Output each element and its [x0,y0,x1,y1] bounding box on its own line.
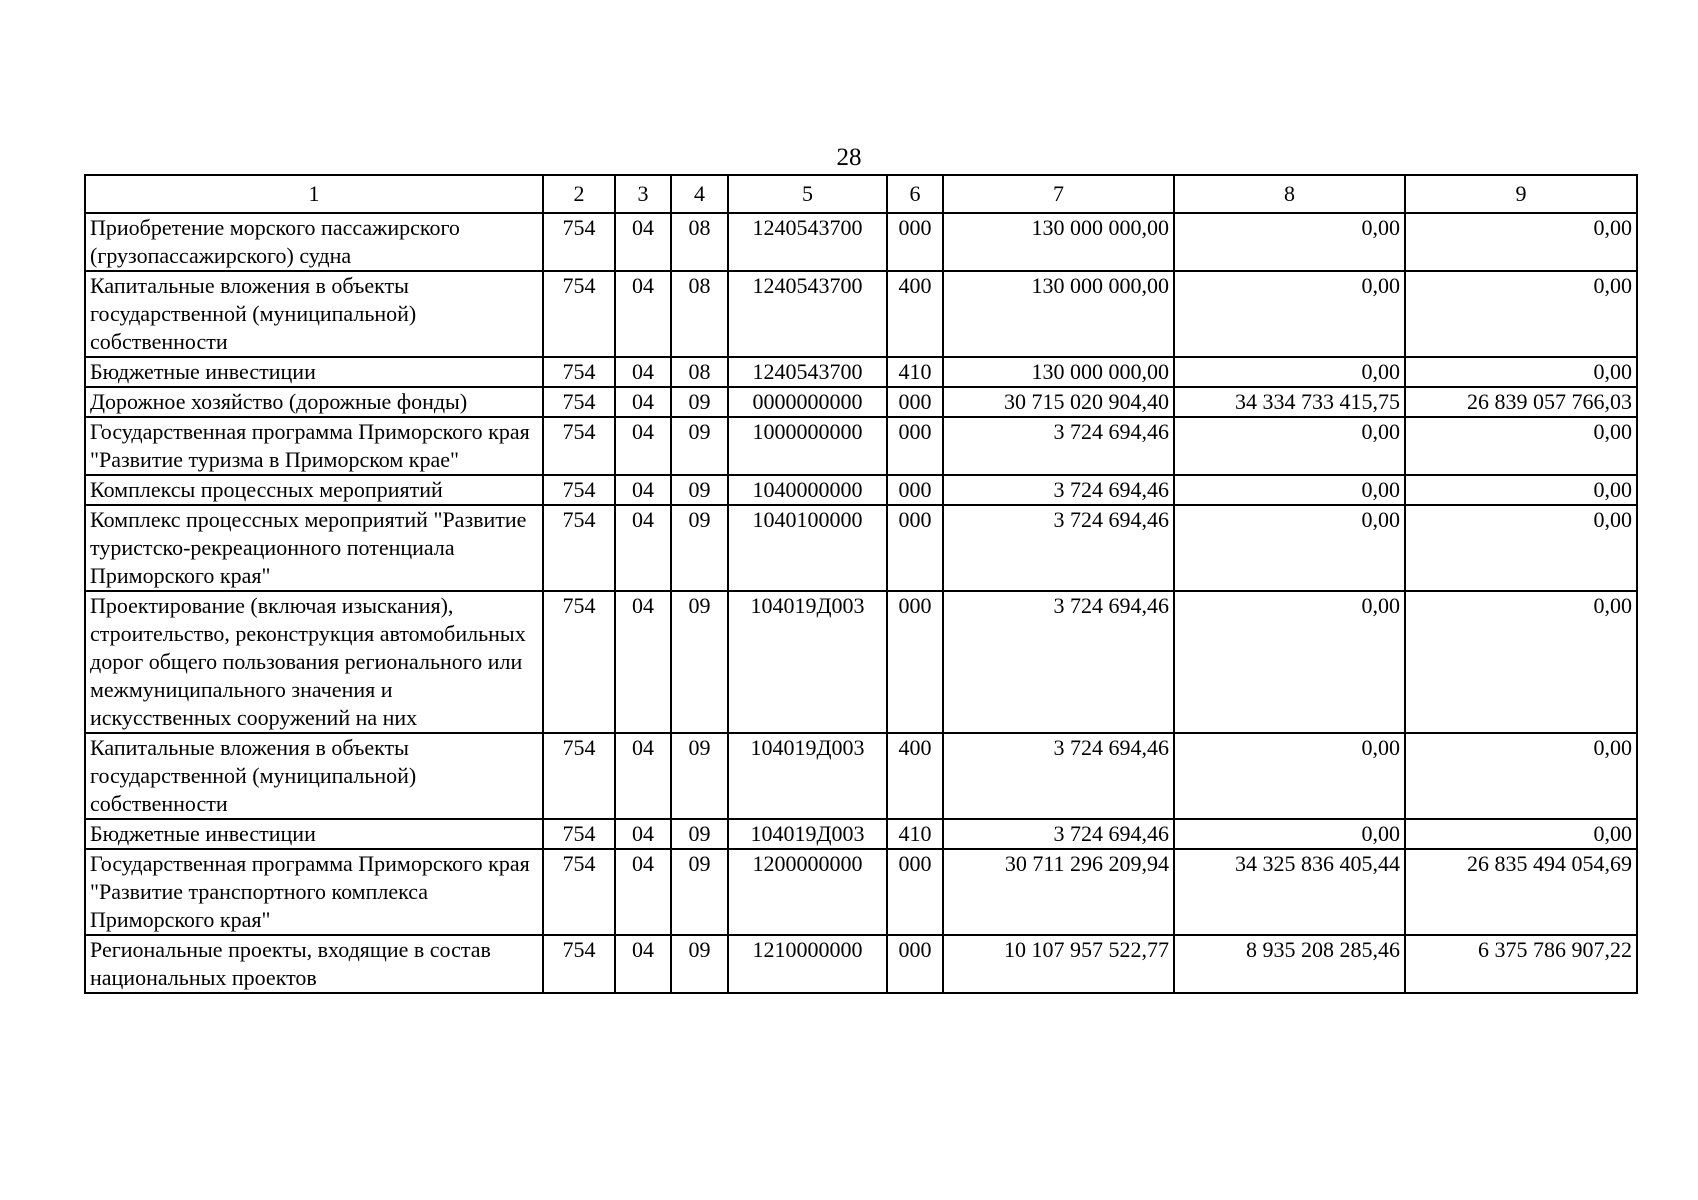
amount-col-9: 26 839 057 766,03 [1405,387,1637,417]
target-article-code: 1040000000 [728,475,887,505]
amount-col-9: 26 835 494 054,69 [1405,849,1637,935]
amount-col-8: 0,00 [1174,505,1405,591]
row-name: Комплекс процессных мероприятий "Развитие туристско-рекреационного потенциала Приморского края" [85,505,543,591]
row-name: Государственная программа Приморского края "Развитие туризма в Приморском крае" [85,417,543,475]
amount-col-9: 0,00 [1405,733,1637,819]
section-code: 04 [615,505,671,591]
amount-col-8: 0,00 [1174,271,1405,357]
expense-type-code: 000 [887,417,943,475]
row-name: Региональные проекты, входящие в состав национальных проектов [85,935,543,993]
column-header-1: 1 [85,175,543,213]
subsection-code: 08 [671,271,728,357]
column-header-9: 9 [1405,175,1637,213]
table-row [85,475,1637,505]
section-code: 04 [615,357,671,387]
amount-col-7: 30 711 296 209,94 [943,849,1174,935]
ministry-code: 754 [543,733,615,819]
table-row [85,357,1637,387]
ministry-code: 754 [543,849,615,935]
subsection-code: 09 [671,417,728,475]
amount-col-9: 0,00 [1405,505,1637,591]
table-row [85,591,1637,733]
section-code: 04 [615,417,671,475]
amount-col-9: 6 375 786 907,22 [1405,935,1637,993]
row-name: Дорожное хозяйство (дорожные фонды) [85,387,543,417]
row-name: Государственная программа Приморского края "Развитие транспортного комплекса Приморского края" [85,849,543,935]
amount-col-7: 3 724 694,46 [943,733,1174,819]
amount-col-7: 3 724 694,46 [943,591,1174,733]
target-article-code: 0000000000 [728,387,887,417]
column-header-5: 5 [728,175,887,213]
target-article-code: 1210000000 [728,935,887,993]
ministry-code: 754 [543,417,615,475]
subsection-code: 09 [671,849,728,935]
ministry-code: 754 [543,505,615,591]
budget-table [84,174,1638,994]
amount-col-8: 0,00 [1174,417,1405,475]
section-code: 04 [615,935,671,993]
amount-col-9: 0,00 [1405,475,1637,505]
page-number: 28 [836,144,862,171]
ministry-code: 754 [543,357,615,387]
table-row [85,271,1637,357]
target-article-code: 104019Д003 [728,733,887,819]
table-row [85,417,1637,475]
expense-type-code: 000 [887,475,943,505]
expense-type-code: 000 [887,935,943,993]
subsection-code: 09 [671,935,728,993]
amount-col-7: 30 715 020 904,40 [943,387,1174,417]
expense-type-code: 400 [887,271,943,357]
expense-type-code: 000 [887,591,943,733]
table-row [85,505,1637,591]
column-header-7: 7 [943,175,1174,213]
amount-col-8: 0,00 [1174,819,1405,849]
amount-col-7: 130 000 000,00 [943,357,1174,387]
column-header-3: 3 [615,175,671,213]
target-article-code: 1000000000 [728,417,887,475]
column-header-8: 8 [1174,175,1405,213]
row-name: Бюджетные инвестиции [85,357,543,387]
row-name: Капитальные вложения в объекты государственной (муниципальной) собственности [85,271,543,357]
section-code: 04 [615,733,671,819]
section-code: 04 [615,819,671,849]
amount-col-9: 0,00 [1405,357,1637,387]
table-row [85,819,1637,849]
ministry-code: 754 [543,387,615,417]
amount-col-9: 0,00 [1405,271,1637,357]
amount-col-7: 130 000 000,00 [943,271,1174,357]
amount-col-9: 0,00 [1405,213,1637,271]
ministry-code: 754 [543,213,615,271]
table-row [85,213,1637,271]
amount-col-7: 3 724 694,46 [943,417,1174,475]
ministry-code: 754 [543,271,615,357]
column-header-6: 6 [887,175,943,213]
expense-type-code: 400 [887,733,943,819]
subsection-code: 09 [671,591,728,733]
amount-col-7: 130 000 000,00 [943,213,1174,271]
amount-col-7: 10 107 957 522,77 [943,935,1174,993]
table-row [85,733,1637,819]
ministry-code: 754 [543,935,615,993]
column-header-4: 4 [671,175,728,213]
section-code: 04 [615,213,671,271]
column-header-2: 2 [543,175,615,213]
target-article-code: 1240543700 [728,357,887,387]
target-article-code: 1040100000 [728,505,887,591]
amount-col-9: 0,00 [1405,591,1637,733]
section-code: 04 [615,591,671,733]
target-article-code: 1240543700 [728,213,887,271]
amount-col-7: 3 724 694,46 [943,505,1174,591]
ministry-code: 754 [543,819,615,849]
expense-type-code: 410 [887,357,943,387]
subsection-code: 09 [671,505,728,591]
subsection-code: 09 [671,475,728,505]
row-name: Бюджетные инвестиции [85,819,543,849]
amount-col-7: 3 724 694,46 [943,475,1174,505]
table-row [85,387,1637,417]
amount-col-9: 0,00 [1405,417,1637,475]
target-article-code: 104019Д003 [728,819,887,849]
row-name: Комплексы процессных мероприятий [85,475,543,505]
amount-col-9: 0,00 [1405,819,1637,849]
subsection-code: 09 [671,387,728,417]
amount-col-8: 0,00 [1174,591,1405,733]
amount-col-8: 34 334 733 415,75 [1174,387,1405,417]
target-article-code: 1240543700 [728,271,887,357]
amount-col-8: 0,00 [1174,357,1405,387]
row-name: Приобретение морского пассажирского (грузопассажирского) судна [85,213,543,271]
table-row [85,935,1637,993]
section-code: 04 [615,271,671,357]
subsection-code: 09 [671,733,728,819]
amount-col-8: 0,00 [1174,213,1405,271]
ministry-code: 754 [543,591,615,733]
section-code: 04 [615,849,671,935]
table-row [85,849,1637,935]
expense-type-code: 410 [887,819,943,849]
section-code: 04 [615,387,671,417]
amount-col-7: 3 724 694,46 [943,819,1174,849]
row-name: Проектирование (включая изыскания), строительство, реконструкция автомобильных дорог общего пользования регионального или межмуниципального значения и искусственных сооружений на них [85,591,543,733]
amount-col-8: 0,00 [1174,733,1405,819]
expense-type-code: 000 [887,387,943,417]
target-article-code: 104019Д003 [728,591,887,733]
subsection-code: 08 [671,357,728,387]
subsection-code: 09 [671,819,728,849]
expense-type-code: 000 [887,849,943,935]
section-code: 04 [615,475,671,505]
table-header-row [85,175,1637,213]
amount-col-8: 34 325 836 405,44 [1174,849,1405,935]
expense-type-code: 000 [887,505,943,591]
ministry-code: 754 [543,475,615,505]
subsection-code: 08 [671,213,728,271]
amount-col-8: 8 935 208 285,46 [1174,935,1405,993]
expense-type-code: 000 [887,213,943,271]
target-article-code: 1200000000 [728,849,887,935]
amount-col-8: 0,00 [1174,475,1405,505]
row-name: Капитальные вложения в объекты государственной (муниципальной) собственности [85,733,543,819]
